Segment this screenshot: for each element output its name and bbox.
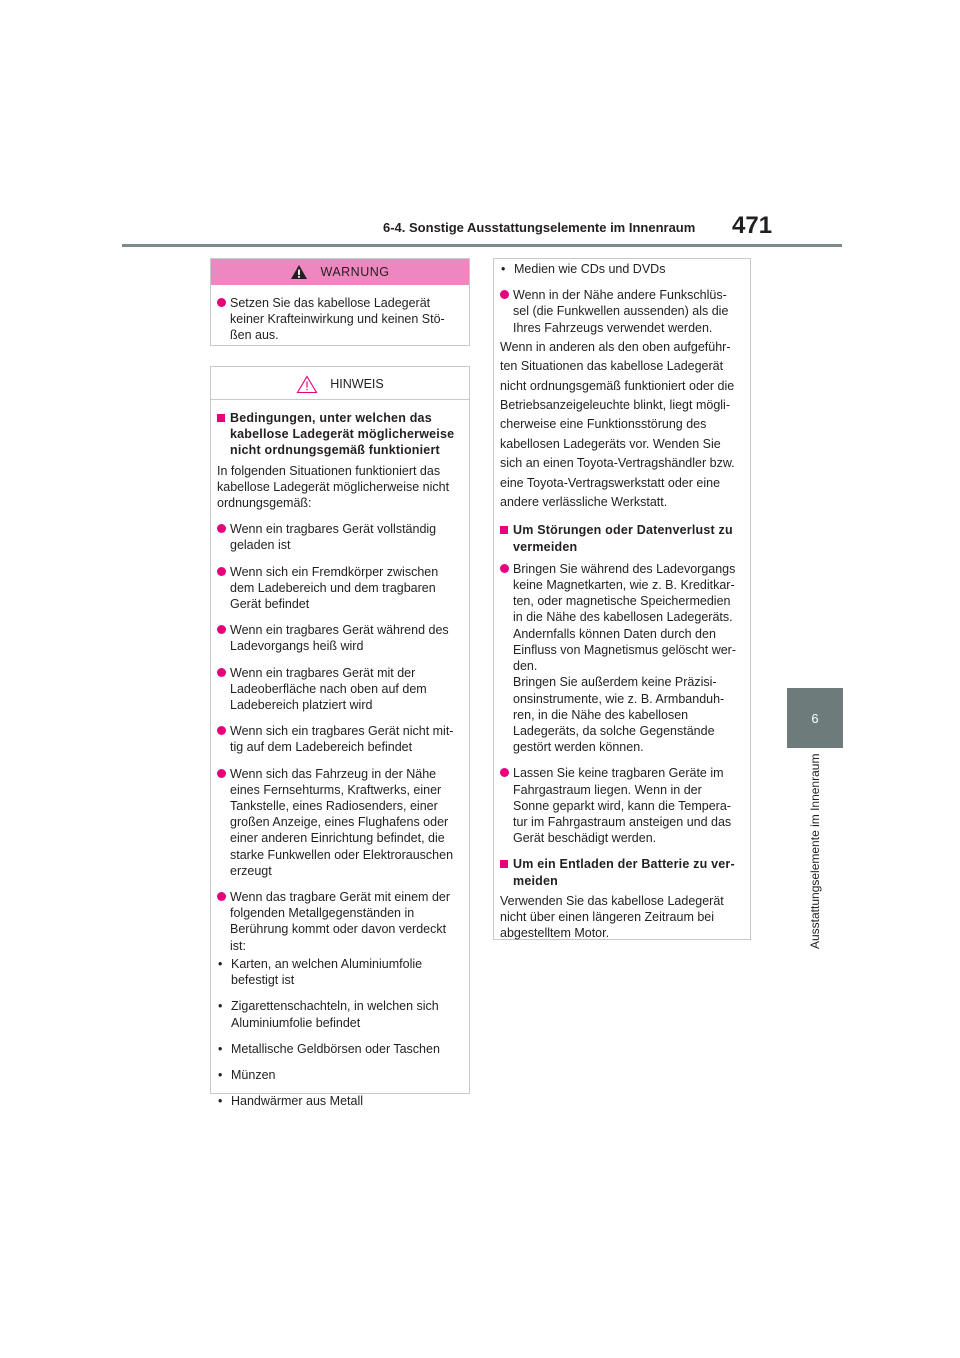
- bullet-icon: [217, 769, 226, 778]
- list-item: [500, 765, 741, 846]
- warning-title: WARNUNG: [320, 264, 390, 279]
- list-item-text: Wenn ein tragbares Gerät während des Ladevorgangs heiß wird: [230, 623, 449, 654]
- list-item: [217, 766, 460, 879]
- list-item: [217, 622, 460, 654]
- header-divider: [122, 244, 842, 247]
- page-number: 471: [732, 212, 773, 239]
- list-item: [217, 723, 460, 755]
- list-item-text: Wenn in der Nähe andere Funkschlüs- sel (die Funkwellen aussenden) als die Ihres Fahrzeugs verwendet werden.: [513, 288, 729, 335]
- chapter-number: 6: [811, 710, 819, 726]
- list-item: [217, 564, 460, 613]
- sub-list-item: • Zigarettenschachteln, in welchen sich Aluminiumfolie befindet: [218, 999, 439, 1030]
- sub-list-item-text: Medien wie CDs und DVDs: [514, 262, 666, 276]
- list-item-text: Bringen Sie während des Ladevorgangs keine Magnetkarten, wie z. B. Kreditkar- ten, oder magnetische Speichermedien in die Nähe des kabellosen Ladegeräts. Andernfalls können Daten durch den Einfluss von Magnetismus gelöscht wer- den. Bringen Sie außerdem keine Präzisi- onsinstrumente, wie z. B. Armbanduh- ren, in die Nähe des kabellosen Ladegeräts, da solche Gegenstände gestört werden können.: [513, 561, 737, 755]
- list-item-text: Wenn ein tragbares Gerät mit der Ladeoberfläche nach oben auf dem Ladebereich platziert wird: [230, 665, 427, 713]
- bullet-icon: [217, 892, 226, 901]
- warning-header: [211, 259, 469, 285]
- bullet-icon: [500, 768, 509, 777]
- section-heading: [500, 522, 741, 554]
- square-bullet-icon: [500, 860, 508, 868]
- square-bullet-icon: [217, 414, 225, 422]
- list-item-text: Wenn ein tragbares Gerät vollständig geladen ist: [230, 522, 437, 553]
- intro-text: In folgenden Situationen funktioniert das kabellose Ladegerät möglicherweise nicht ordnungsgemäß:: [217, 463, 450, 511]
- sub-list-item: • Metallische Geldbörsen oder Taschen: [218, 1041, 440, 1056]
- sub-list-item-text: Handwärmer aus Metall: [231, 1094, 363, 1109]
- bullet-icon: [500, 290, 509, 299]
- list-item-text: Wenn sich ein tragbares Gerät nicht mit- tig auf dem Ladebereich befindet: [230, 724, 454, 755]
- list-item-text: Setzen Sie das kabellose Ladegerät keiner Krafteinwirkung und keinen Stö- ßen aus.: [230, 296, 445, 343]
- bullet-icon: [217, 298, 226, 307]
- warning-box: [210, 258, 470, 346]
- warning-triangle-icon: [290, 264, 308, 280]
- section-title: 6-4. Sonstige Ausstattungselemente im Innenraum: [383, 220, 696, 235]
- list-item: [217, 295, 460, 344]
- section-heading: [500, 856, 741, 888]
- bullet-icon: [217, 668, 226, 677]
- bullet-icon: [217, 625, 226, 634]
- body-paragraph: Verwenden Sie das kabellose Ladegerät nicht über einen längeren Zeitraum bei abgestelltem Motor.: [500, 893, 724, 941]
- bullet-icon: [217, 567, 226, 576]
- list-item: [217, 521, 460, 553]
- body-paragraph: Wenn in anderen als den oben aufgeführ- ten Situationen das kabellose Ladegerät nicht ordnungsgemäß funktioniert oder die Betriebsanzeigeleuchte blinkt, liegt mögli- cherweise eine Funktionsstörung des kabellosen Ladegeräts vor. Wenden Sie sich an einen Toyota-Vertragshändler bzw. eine Toyota-Vertragswerkstatt oder eine andere verlässliche Werkstatt.: [500, 339, 735, 510]
- heading-text: Um ein Entladen der Batterie zu ver- meiden: [513, 857, 735, 888]
- list-item: [217, 665, 460, 714]
- hinweis-continuation-box: [493, 258, 751, 940]
- square-bullet-icon: [500, 526, 508, 534]
- list-item-text: Wenn das tragbare Gerät mit einem der folgenden Metallgegenständen in Berührung kommt oder davon verdeckt ist:: [230, 890, 451, 953]
- list-item-text: Wenn sich das Fahrzeug in der Nähe eines Fernsehturms, Kraftwerks, einer Tankstelle, eines Radiosenders, einer großen Anzeige, eines Flughafens oder einer anderen Einrichtung befindet, die starke Funkwellen oder Elektrorauschen erzeugt: [230, 766, 454, 878]
- bullet-icon: [217, 524, 226, 533]
- sub-list-item-text: Zigarettenschachteln, in welchen sich Aluminiumfolie befindet: [231, 999, 439, 1030]
- list-item: [500, 287, 741, 336]
- chapter-tab[interactable]: [787, 688, 843, 748]
- sub-list-item-text: Karten, an welchen Aluminiumfolie befestigt ist: [231, 956, 423, 988]
- sub-list-item: • Handwärmer aus Metall: [218, 1094, 363, 1109]
- sub-list-item-text: Metallische Geldbörsen oder Taschen: [231, 1041, 440, 1056]
- list-item-text: Wenn sich ein Fremdkörper zwischen dem Ladebereich und dem tragbaren Gerät befindet: [230, 564, 439, 612]
- bullet-icon: [500, 564, 509, 573]
- heading-text: Um Störungen oder Datenverlust zu vermeiden: [513, 523, 733, 554]
- sub-list-item: • Münzen: [218, 1067, 276, 1082]
- hinweis-box: [210, 366, 470, 1109]
- list-item: [500, 561, 741, 755]
- sub-list-item-text: Münzen: [231, 1067, 276, 1082]
- sub-list-item: • Medien wie CDs und DVDs: [501, 262, 666, 276]
- caution-triangle-icon: [296, 375, 318, 394]
- hinweis-header: [211, 369, 469, 400]
- chapter-title: Ausstattungselemente im Innenraum: [808, 754, 822, 950]
- sub-list-item: • Karten, an welchen Aluminiumfolie befestigt ist: [218, 956, 423, 988]
- list-item-text: Lassen Sie keine tragbaren Geräte im Fahrgastraum liegen. Wenn in der Sonne geparkt wird, kann die Tempera- tur im Fahrgastraum ansteigen und das Gerät beschädigt werden.: [513, 766, 732, 846]
- list-item: [217, 889, 460, 954]
- heading-text: Bedingungen, unter welchen das kabellose Ladegerät möglicherweise nicht ordnungsgemäß funktioniert: [230, 411, 455, 458]
- hinweis-title: HINWEIS: [330, 376, 384, 391]
- bullet-icon: [217, 726, 226, 735]
- section-heading: [217, 410, 460, 459]
